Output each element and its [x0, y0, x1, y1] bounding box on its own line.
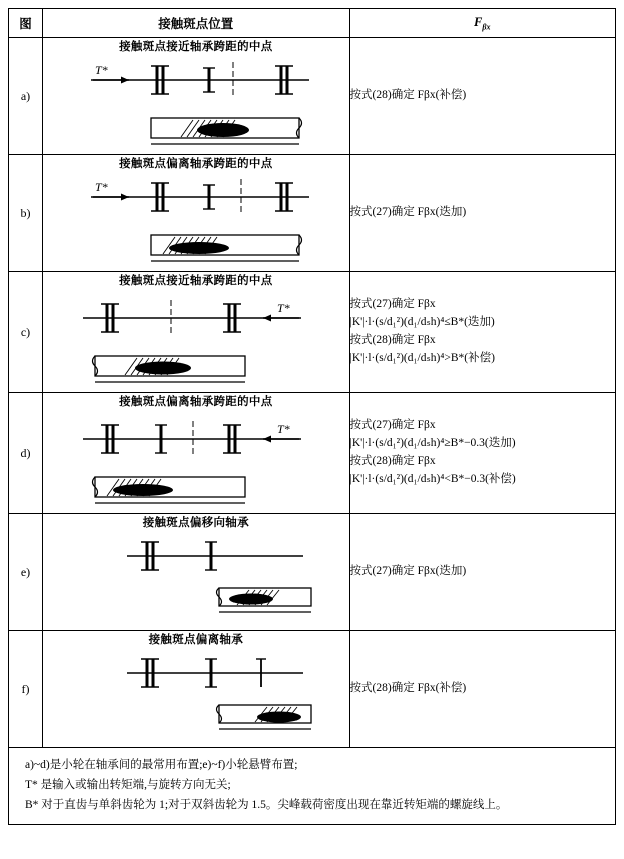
torque-label-a: T* — [94, 63, 108, 77]
formula-cell-e — [349, 514, 615, 631]
torque-label-b: T* — [94, 180, 108, 194]
table-row — [9, 272, 616, 393]
shaft-diagram-b — [51, 175, 341, 271]
formula-line: |K'|·l·(s/d₁²)(d₁/dₛh)⁴≤B*(迭加) — [349, 316, 495, 329]
note-line: a)~d)是小轮在轴承间的最常用布置;e)~f)小轮悬臂布置; — [25, 759, 298, 771]
formula-line: 按式(28)确定 Fβx(补偿) — [349, 682, 467, 695]
diagram-cell-d — [43, 393, 350, 514]
table-row — [9, 155, 616, 272]
formula-line: 按式(27)确定 Fβx — [349, 298, 436, 311]
shaft-diagram-e — [51, 534, 341, 630]
diagram-cell-a — [43, 38, 350, 155]
diagram-cell-c — [43, 272, 350, 393]
row-label-c: c) — [9, 272, 43, 393]
diagram-cell-b — [43, 155, 350, 272]
shaft-diagram-d — [51, 413, 341, 513]
header-fbx — [349, 9, 615, 38]
row-label-f: f) — [9, 631, 43, 748]
diagram-svg-c — [51, 292, 341, 392]
table-row — [9, 393, 616, 514]
row-label-a: a) — [9, 38, 43, 155]
diagram-cell-f — [43, 631, 350, 748]
formula-cell-c — [349, 272, 615, 393]
contact-pattern-table — [8, 8, 616, 748]
header-fbx-symbol: F — [474, 14, 483, 29]
header-contact-position: 接触斑点位置 — [43, 9, 350, 38]
diagram-svg-e — [51, 534, 341, 630]
formula-cell-f — [349, 631, 615, 748]
table-header-row — [9, 9, 616, 38]
table-notes — [8, 748, 616, 825]
table-row — [9, 514, 616, 631]
formula-cell-d — [349, 393, 615, 514]
diagram-title-a: 接触斑点接近轴承跨距的中点 — [119, 41, 273, 53]
row-label-d: d) — [9, 393, 43, 514]
formula-line: |K'|·l·(s/d₁²)(d₁/dₛh)⁴>B*(补偿) — [349, 351, 495, 364]
formula-line: |K'|·l·(s/d₁²)(d₁/dₛh)⁴≥B*−0.3(迭加) — [349, 437, 516, 450]
shaft-diagram-f — [51, 651, 341, 747]
formula-line: 按式(28)确定 Fβx — [349, 455, 436, 467]
table-page — [8, 8, 616, 825]
formula-line: 按式(28)确定 Fβx(补偿) — [349, 89, 467, 102]
diagram-svg-d — [51, 413, 341, 513]
formula-cell-a — [349, 38, 615, 155]
diagram-cell-e — [43, 514, 350, 631]
note-line: T* 是输入或输出转矩端,与旋转方向无关; — [25, 779, 231, 792]
torque-label-d: T* — [276, 422, 290, 436]
formula-line: 按式(27)确定 Fβx(迭加) — [349, 206, 467, 219]
formula-line: 按式(27)确定 Fβx(迭加) — [349, 565, 467, 578]
table-row — [9, 631, 616, 748]
torque-label-c: T* — [276, 301, 290, 315]
diagram-svg-a — [51, 58, 341, 154]
formula-line: 按式(27)确定 Fβx — [349, 419, 436, 432]
header-figure: 图 — [9, 9, 43, 38]
diagram-title-d: 接触斑点偏离轴承跨距的中点 — [119, 396, 273, 408]
formula-line: 按式(28)确定 Fβx — [349, 334, 436, 346]
diagram-title-c: 接触斑点接近轴承跨距的中点 — [119, 275, 273, 287]
diagram-title-e: 接触斑点偏移向轴承 — [142, 517, 249, 529]
diagram-title-f: 接触斑点偏离轴承 — [148, 634, 243, 646]
row-label-e: e) — [9, 514, 43, 631]
table-row — [9, 38, 616, 155]
diagram-svg-f — [51, 651, 341, 747]
diagram-svg-b — [51, 175, 341, 271]
row-label-b: b) — [9, 155, 43, 272]
formula-line: |K'|·l·(s/d₁²)(d₁/dₛh)⁴<B*−0.3(补偿) — [349, 472, 516, 485]
header-fbx-subscript: βx — [482, 22, 491, 32]
formula-cell-b — [349, 155, 615, 272]
note-line: B* 对于直齿与单斜齿轮为 1;对于双斜齿轮为 1.5。尖峰载荷密度出现在靠近转矩端的螺旋线上。 — [25, 799, 508, 812]
shaft-diagram-a — [51, 58, 341, 154]
shaft-diagram-c — [51, 292, 341, 392]
diagram-title-b: 接触斑点偏离轴承跨距的中点 — [119, 158, 273, 170]
